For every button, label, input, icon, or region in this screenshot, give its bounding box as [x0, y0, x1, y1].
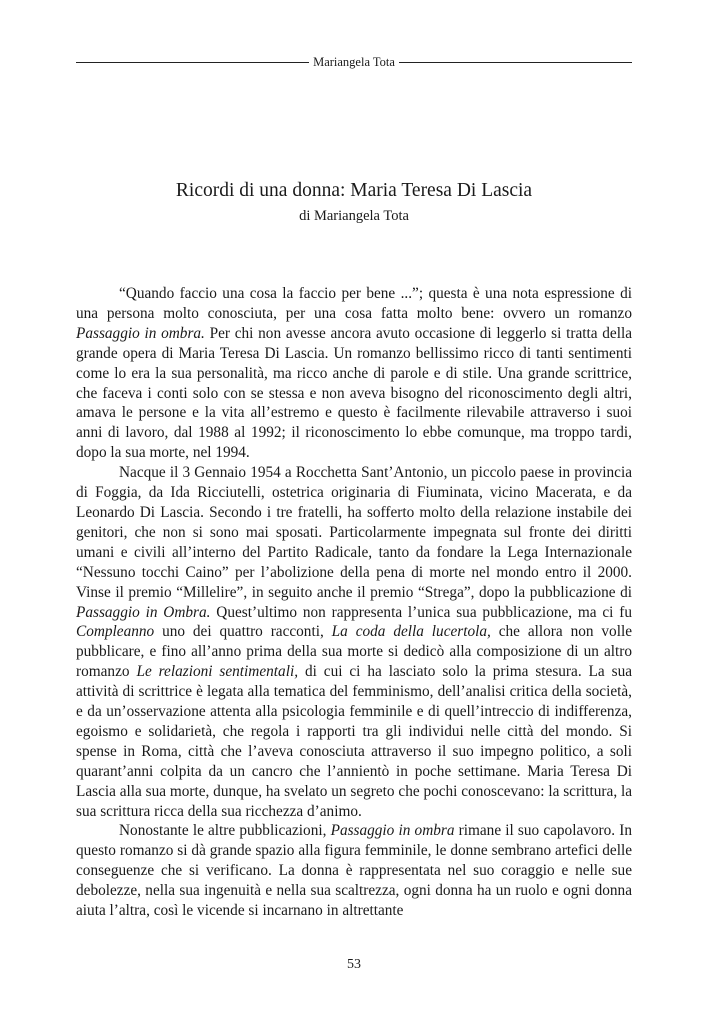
italic-title-text: Passaggio in ombra. [76, 324, 205, 342]
paragraph-text: Per chi non avesse ancora avuto occasione di leggerlo si tratta della grande opera di Maria Teresa Di Lascia. Un romanzo bellissimo ricco di tanti sentimenti come lo era la sua personalità, ma ricco anche di parole e di stile. Una grande scrittrice, che faceva i conti solo con se stessa e non aveva bisogno del riconoscimento degli altri, amava le persone e la vita all’estremo e questo è facilmente rilevabile attraverso i suoi anni di lavoro, dal 1988 al 1992; il riconoscimento lo ebbe comunque, ma troppo tardi, dopo la sua morte, nel 1994. [76, 324, 632, 462]
body-paragraph [76, 821, 632, 921]
italic-title-text: Passaggio in Ombra. [76, 603, 211, 621]
article-body [76, 284, 632, 921]
paragraph-text: che allora non volle pubblicare, e fino all’anno prima della sua morte si dedicò alla composizione di un altro romanzo [76, 623, 632, 681]
page-number: 53 [347, 957, 361, 972]
article-title: Ricordi di una donna: Maria Teresa Di Lascia [175, 180, 533, 201]
italic-title-text: Compleanno [76, 623, 155, 641]
header-rule-right [399, 62, 632, 63]
paragraph-text: Nacque il 3 Gennaio 1954 a Rocchetta Sant’Antonio, un piccolo paese in provincia di Foggia, da Ida Ricciutelli, ostetrica originaria di Fiuminata, vicino Macerata, e da Leonardo Di Lascia. Secondo i tre fratelli, ha sofferto molto della relazione instabile dei genitori, che non si sono mai sposati. Particolarmente impegnata sul fronte dei diritti umani e civili all’interno del Partito Radicale, tanto da fondare la Lega Internazionale “Nessuno tocchi Caino” per l’abolizione della pena di morte nel mondo entro il 2000. Vinse il premio “Millelire”, in seguito anche il premio “Strega”, dopo la pubblicazione di [76, 464, 632, 601]
header-rule-left [76, 62, 309, 63]
paragraph-text: uno dei quattro racconti, [154, 623, 332, 641]
paragraph-text: “Quando faccio una cosa la faccio per bene ...”; questa è una nota espressione di una persona molto conosciuta, per una cosa fatta molto bene: ovvero un romanzo [76, 285, 632, 322]
paragraph-text: Nonostante le altre pubblicazioni, [119, 822, 331, 840]
paragraph-text: Quest’ultimo non rappresenta l’unica sua pubblicazione, ma ci fu [210, 603, 632, 621]
running-head-author: Mariangela Tota [313, 55, 395, 69]
italic-title-text: Passaggio in ombra [330, 822, 455, 840]
italic-title-text: La coda della lucertola, [331, 623, 491, 641]
paragraph-text: di cui ci ha lasciato solo la prima stesura. La sua attività di scrittrice è legata alla tematica del femminismo, dell’analisi critica della società, e da un’osservazione attenta alla psicologia femminile e di quell’intreccio di indifferenza, egoismo e solidarietà, che regola i rapporti tra gli individui nelle città del mondo. Si spense in Roma, città che l’aveva conosciuta attraverso il suo impegno politico, a soli quarant’anni colpita da un cancro che l’annientò in poche settimane. Maria Teresa Di Lascia alla sua morte, dunque, ha svelato un segreto che pochi conoscevano: la scrittura, la sua scrittura ricca della sua ricchezza d’animo. [76, 663, 633, 820]
paragraph-text: rimane il suo capolavoro. In questo romanzo si dà grande spazio alla figura femminile, le donne sembrano artefici delle conseguenze che si verificano. La donna è rappresentata nel suo coraggio e nelle sue debolezze, nella sua ingenuità e nella sua scaltrezza, ogni donna ha un ruolo e ogni donna aiuta l’altra, così le vicende si incarnano in altrettante [76, 822, 633, 920]
italic-title-text: Le relazioni sentimentali, [136, 663, 299, 681]
body-paragraph [76, 463, 632, 821]
article-byline: di Mariangela Tota [299, 208, 409, 224]
running-header [76, 55, 632, 70]
body-paragraph [76, 284, 632, 463]
